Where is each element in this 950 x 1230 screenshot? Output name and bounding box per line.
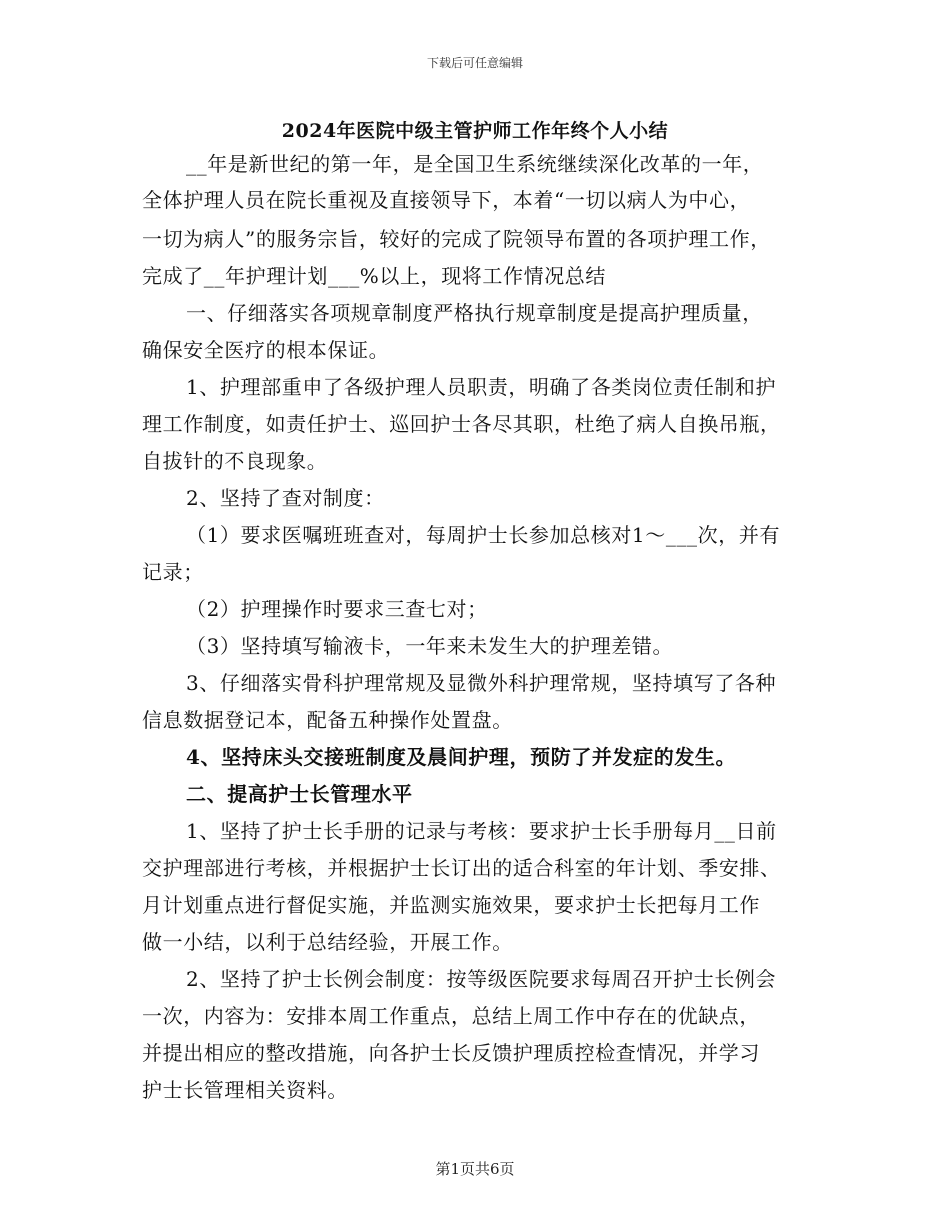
body-line: 1、护理部重申了各级护理人员职责，明确了各类岗位责任制和护 — [186, 375, 777, 399]
body-line: 做一小结，以利于总结经验，开展工作。 — [142, 930, 513, 954]
body-line: 信息数据登记本，配备五种操作处置盘。 — [142, 708, 513, 732]
body-line: 记录； — [142, 560, 204, 584]
section-heading: 二、提高护士长管理水平 — [186, 782, 413, 806]
body-line: 一切为病人”的服务宗旨，较好的完成了院领导布置的各项护理工作， — [142, 227, 771, 251]
body-line: 2、坚持了护士长例会制度：按等级医院要求每周召开护士长例会 — [186, 967, 777, 991]
body-line: （1）要求医嘱班班查对，每周护士长参加总核对1～___次，并有 — [186, 523, 781, 547]
body-line: 3、仔细落实骨科护理常规及显微外科护理常规，坚持填写了各种 — [186, 671, 777, 695]
body-line: 2、坚持了查对制度： — [186, 486, 385, 510]
body-line: （3）坚持填写输液卡，一年来未发生大的护理差错。 — [186, 634, 674, 658]
body-line: 月计划重点进行督促实施，并监测实施效果，要求护士长把每月工作 — [142, 893, 760, 917]
body-line: 确保安全医疗的根本保证。 — [142, 338, 390, 362]
section-heading: 一、仔细落实各项规章制度严格执行规章制度是提高护理质量， — [186, 301, 763, 325]
body-line: 护士长管理相关资料。 — [142, 1078, 348, 1102]
body-line: 交护理部进行考核，并根据护士长订出的适合科室的年计划、季安排、 — [142, 856, 781, 880]
body-line: 1、坚持了护士长手册的记录与考核：要求护士长手册每月__日前 — [186, 819, 777, 843]
header-note: 下载后可任意编辑 — [426, 56, 523, 70]
body-line: （2）护理操作时要求三查七对； — [186, 597, 488, 621]
body-line: 并提出相应的整改措施，向各护士长反馈护理质控检查情况，并学习 — [142, 1041, 760, 1065]
body-line: 全体护理人员在院长重视及直接领导下，本着“一切以病人为中心， — [142, 188, 751, 212]
body-line: 完成了__年护理计划___%以上，现将工作情况总结 — [142, 264, 607, 288]
body-line: __年是新世纪的第一年，是全国卫生系统继续深化改革的一年， — [186, 152, 764, 176]
body-line: 理工作制度，如责任护士、巡回护士各尽其职，杜绝了病人自换吊瓶， — [142, 412, 781, 436]
bold-line: 4、坚持床头交接班制度及晨间护理，预防了并发症的发生。 — [186, 745, 737, 769]
body-line: 自拔针的不良现象。 — [142, 449, 328, 473]
body-line: 一次，内容为：安排本周工作重点，总结上周工作中存在的优缺点， — [142, 1004, 760, 1028]
document-title: 2024年医院中级主管护师工作年终个人小结 — [281, 120, 669, 142]
page-number: 第1页共6页 — [435, 1160, 515, 1178]
